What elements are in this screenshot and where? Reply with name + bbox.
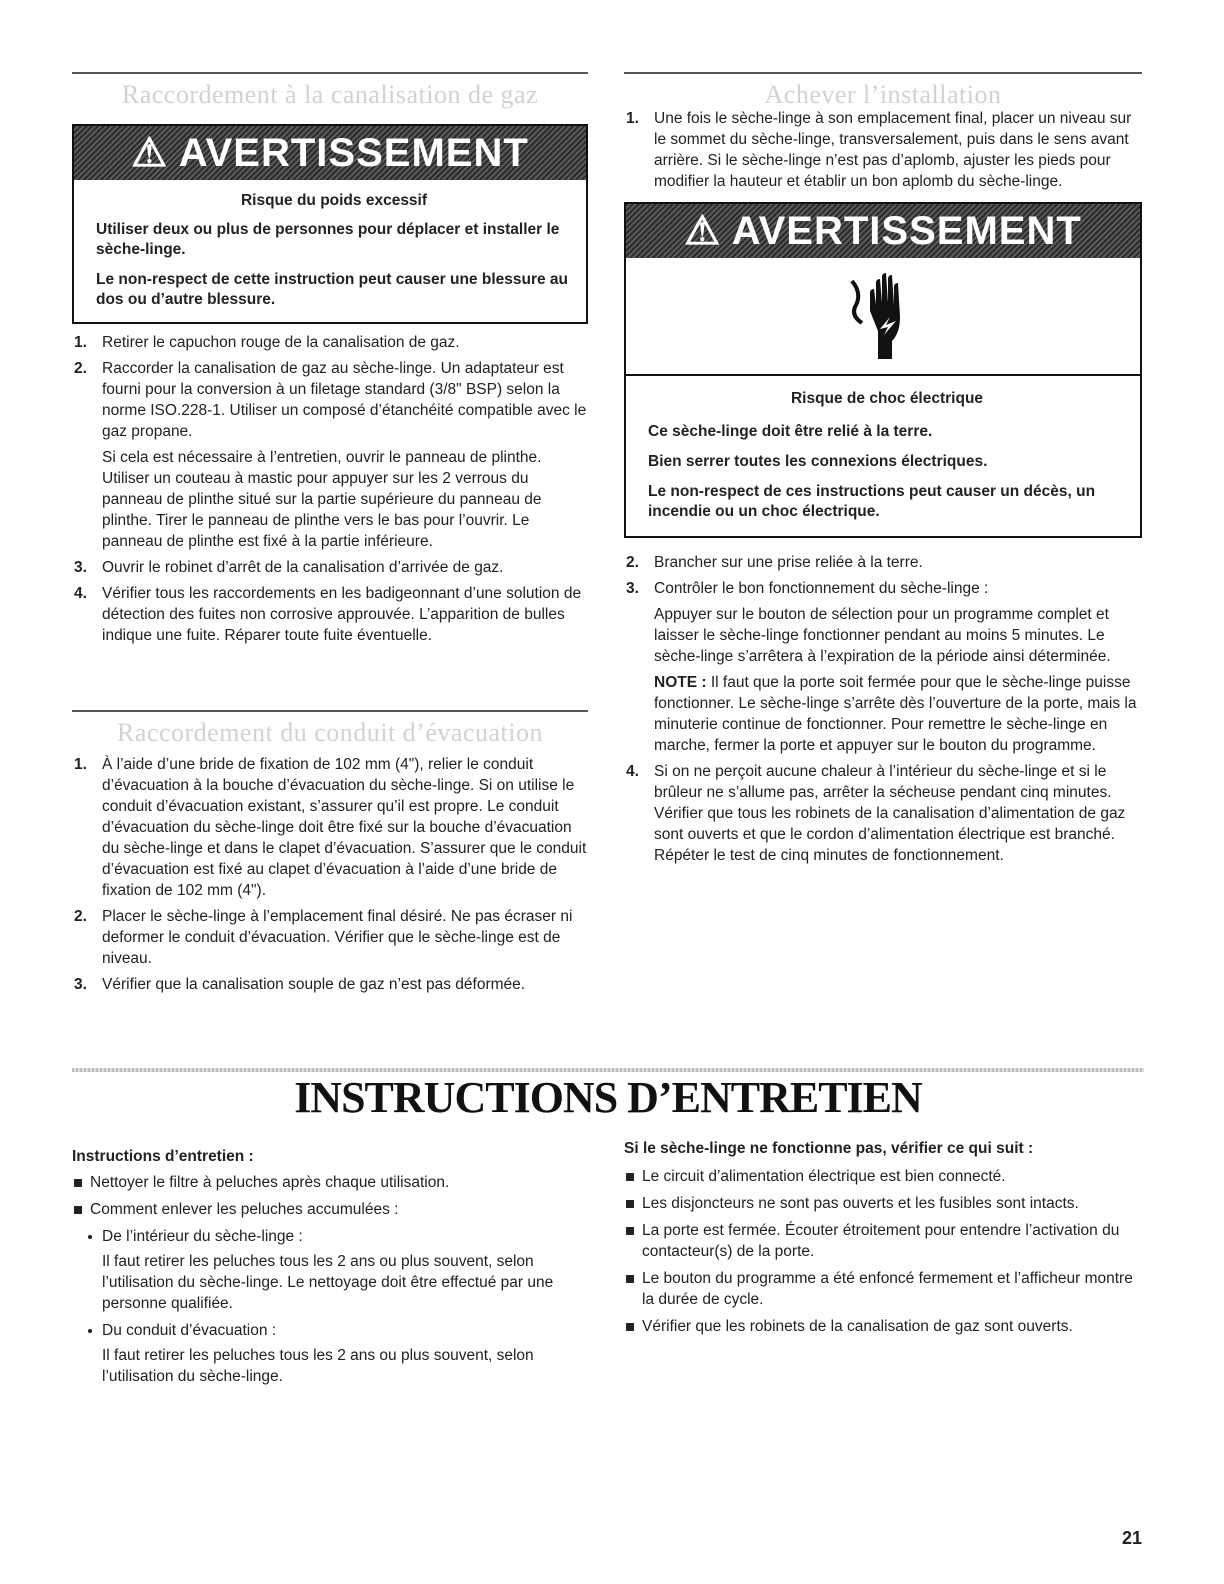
bullet-square-icon	[626, 1275, 634, 1283]
section-heading: Achever l’installation	[764, 80, 1002, 109]
list-item: 2. Brancher sur une prise reliée à la terre.	[626, 554, 923, 571]
electric-shock-hand-icon	[848, 271, 918, 361]
page-title: INSTRUCTIONS D’ENTRETIEN	[294, 1073, 922, 1122]
maintenance-list	[72, 1172, 588, 1220]
subheading: Si le sèche-linge ne fonctionne pas, vérifier ce qui suit :	[624, 1140, 1034, 1157]
bullet-square-icon	[626, 1227, 634, 1235]
section-rule	[72, 710, 588, 712]
warning-banner: ⚠ AVERTISSEMENT	[626, 204, 1140, 258]
bullet-square-icon	[626, 1200, 634, 1208]
warning-triangle-icon: ⚠	[684, 209, 722, 253]
gas-steps-continued	[72, 557, 588, 646]
section-rule	[72, 72, 588, 74]
list-item: 4. Si on ne perçoit aucune chaleur à l’intérieur du sèche-linge et si le brûleur ne s’allume pas, arrêter la sécheuse pendant cinq minutes. Vérifier que tous les robinets de la canalisation d’alimentation de gaz sont ouverts et que le cordon d’alimentation électrique est branché. Répéter le test de cinq minutes de fonctionnement.	[626, 763, 1126, 864]
list-item: 3. Contrôler le bon fonctionnement du sèche-linge :	[626, 580, 989, 597]
warning-box	[72, 124, 588, 324]
step-note: NOTE : Il faut que la porte soit fermée pour que le sèche-linge puisse fonctionner. Le sèche-linge s’arrête dès l’ouverture de la porte, mais la minuterie continue de fonctionner. Pour remettre le sèche-linge en marche, fermer la porte et appuyer sur le bouton du programme.	[654, 674, 1137, 754]
list-item: 3. Vérifier que la canalisation souple de gaz n’est pas déformée.	[74, 976, 526, 993]
maintenance-instructions	[72, 1148, 588, 1387]
troubleshooting	[624, 1140, 1142, 1343]
bullet-dot-icon	[88, 1329, 92, 1333]
warning-text: Le non-respect de ces instructions peut causer un décès, un incendie ou un choc électrique.	[648, 483, 1096, 520]
list-item: La porte est fermée. Écouter étroitement pour entendre l’activation du contacteur(s) de la porte.	[624, 1220, 1142, 1262]
step-note: Si cela est nécessaire à l’entretien, ouvrir le panneau de plinthe. Utiliser un couteau à mastic pour appuyer sur les 2 verrous du panneau de plinthe situé sur la partie supérieure du panneau de plinthe. Tirer le panneau de plinthe vers le bas pour l’ouvrir. Le panneau de plinthe est fixé à la partie inférieure.	[102, 449, 542, 550]
warning-text: Utiliser deux ou plus de personnes pour déplacer et installer le sèche-linge.	[96, 221, 560, 258]
step-detail: Appuyer sur le bouton de sélection pour un programme complet et laisser le sèche-linge fonctionner pendant au moins 5 minutes. Le sèche-linge s’arrêtera à l’expiration de la période ainsi déterminée.	[654, 606, 1111, 665]
list-item: Les disjoncteurs ne sont pas ouverts et les fusibles sont intacts.	[624, 1193, 1142, 1214]
list-item: Le bouton du programme a été enfoncé fermement et l’afficheur montre la durée de cycle.	[624, 1268, 1142, 1310]
section-rule	[624, 72, 1142, 74]
troubleshooting-list	[624, 1166, 1142, 1337]
list-item: 2. Raccorder la canalisation de gaz au sèche-linge. Un adaptateur est fourni pour la conversion à un filetage standard (3/8" BSP) selon la norme ISO.228-1. Utiliser un composé d’étanchéité compatible avec le gaz propane.	[74, 360, 587, 440]
section-heading: Raccordement du conduit d’évacuation	[117, 718, 543, 747]
exhaust-section	[72, 710, 588, 1000]
bullet-square-icon	[74, 1179, 82, 1187]
list-item: De l’intérieur du sèche-linge :	[72, 1226, 588, 1247]
exhaust-steps	[72, 754, 588, 995]
bullet-square-icon	[74, 1206, 82, 1214]
finish-installation-section	[624, 72, 1142, 871]
bullet-square-icon	[626, 1173, 634, 1181]
list-item: 4. Vérifier tous les raccordements en les badigeonnant d’une solution de détection des fuites non corrosive approuvée. L’apparition de bulles indique une fuite. Réparer toute fuite éventuelle.	[74, 585, 582, 644]
bullet-dot-icon	[88, 1235, 92, 1239]
warning-title: Risque du poids excessif	[240, 192, 428, 209]
list-item: Du conduit d’évacuation :	[72, 1320, 588, 1341]
sub-list	[72, 1320, 588, 1341]
gas-steps	[72, 332, 588, 442]
list-item: Le circuit d’alimentation électrique est bien connecté.	[624, 1166, 1142, 1187]
warning-text: Bien serrer toutes les connexions électriques.	[648, 453, 988, 470]
warning-box	[624, 202, 1142, 538]
sub-list	[72, 1226, 588, 1247]
page-number: 21	[1121, 1528, 1142, 1548]
finish-steps	[624, 108, 1142, 192]
list-item: Nettoyer le filtre à peluches après chaque utilisation.	[72, 1172, 588, 1193]
list-item: 1. Retirer le capuchon rouge de la canalisation de gaz.	[74, 334, 460, 351]
sub-text: Il faut retirer les peluches tous les 2 ans ou plus souvent, selon l’utilisation du sèche-linge.	[102, 1347, 534, 1385]
sub-text: Il faut retirer les peluches tous les 2 ans ou plus souvent, selon l’utilisation du sèche-linge. Le nettoyage doit être effectué par une personne qualifiée.	[102, 1253, 554, 1312]
list-item: 3. Ouvrir le robinet d’arrêt de la canalisation d’arrivée de gaz.	[74, 559, 504, 576]
list-item: 1. Une fois le sèche-linge à son emplacement final, placer un niveau sur le sommet du sèche-linge, transversalement, puis dans le sens avant arrière. Si le sèche-linge n’est pas d’aplomb, ajuster les pieds pour modifier la hauteur et établir un bon aplomb du sèche-linge.	[626, 110, 1132, 190]
subheading: Instructions d’entretien :	[72, 1148, 254, 1165]
list-item: Vérifier que les robinets de la canalisation de gaz sont ouverts.	[624, 1316, 1142, 1337]
list-item: 1. À l’aide d’une bride de fixation de 102 mm (4"), relier le conduit d’évacuation à la bouche d’évacuation du sèche-linge. Si on utilise le conduit d’évacuation existant, s’assurer qu’il est propre. Le conduit d’évacuation du sèche-linge doit être fixé sur la bouche d’évacuation du sèche-linge et dans le clapet d’évacuation. S’assurer que le conduit d’évacuation est fixé au clapet d’évacuation à l’aide d’une bride de fixation de 102 mm (4").	[74, 756, 587, 899]
list-item: 2. Placer le sèche-linge à l’emplacement final désiré. Ne pas écraser ni deformer le conduit d’évacuation. Vérifier que le sèche-linge est de niveau.	[74, 908, 573, 967]
warning-text: Ce sèche-linge doit être relié à la terre.	[648, 423, 933, 440]
section-heading: Raccordement à la canalisation de gaz	[121, 80, 539, 109]
shock-hazard-panel	[626, 258, 1140, 376]
warning-title: Risque de choc électrique	[790, 390, 984, 407]
gas-connection-section	[72, 72, 588, 651]
finish-steps-last	[624, 761, 1142, 866]
warning-banner: ⚠ AVERTISSEMENT	[74, 126, 586, 180]
warning-text: Le non-respect de cette instruction peut causer une blessure au dos ou d’autre blessure.	[96, 271, 569, 308]
bullet-square-icon	[626, 1323, 634, 1331]
finish-steps-continued	[624, 552, 1142, 599]
list-item: Comment enlever les peluches accumulées :	[72, 1199, 588, 1220]
warning-triangle-icon: ⚠	[131, 131, 169, 175]
